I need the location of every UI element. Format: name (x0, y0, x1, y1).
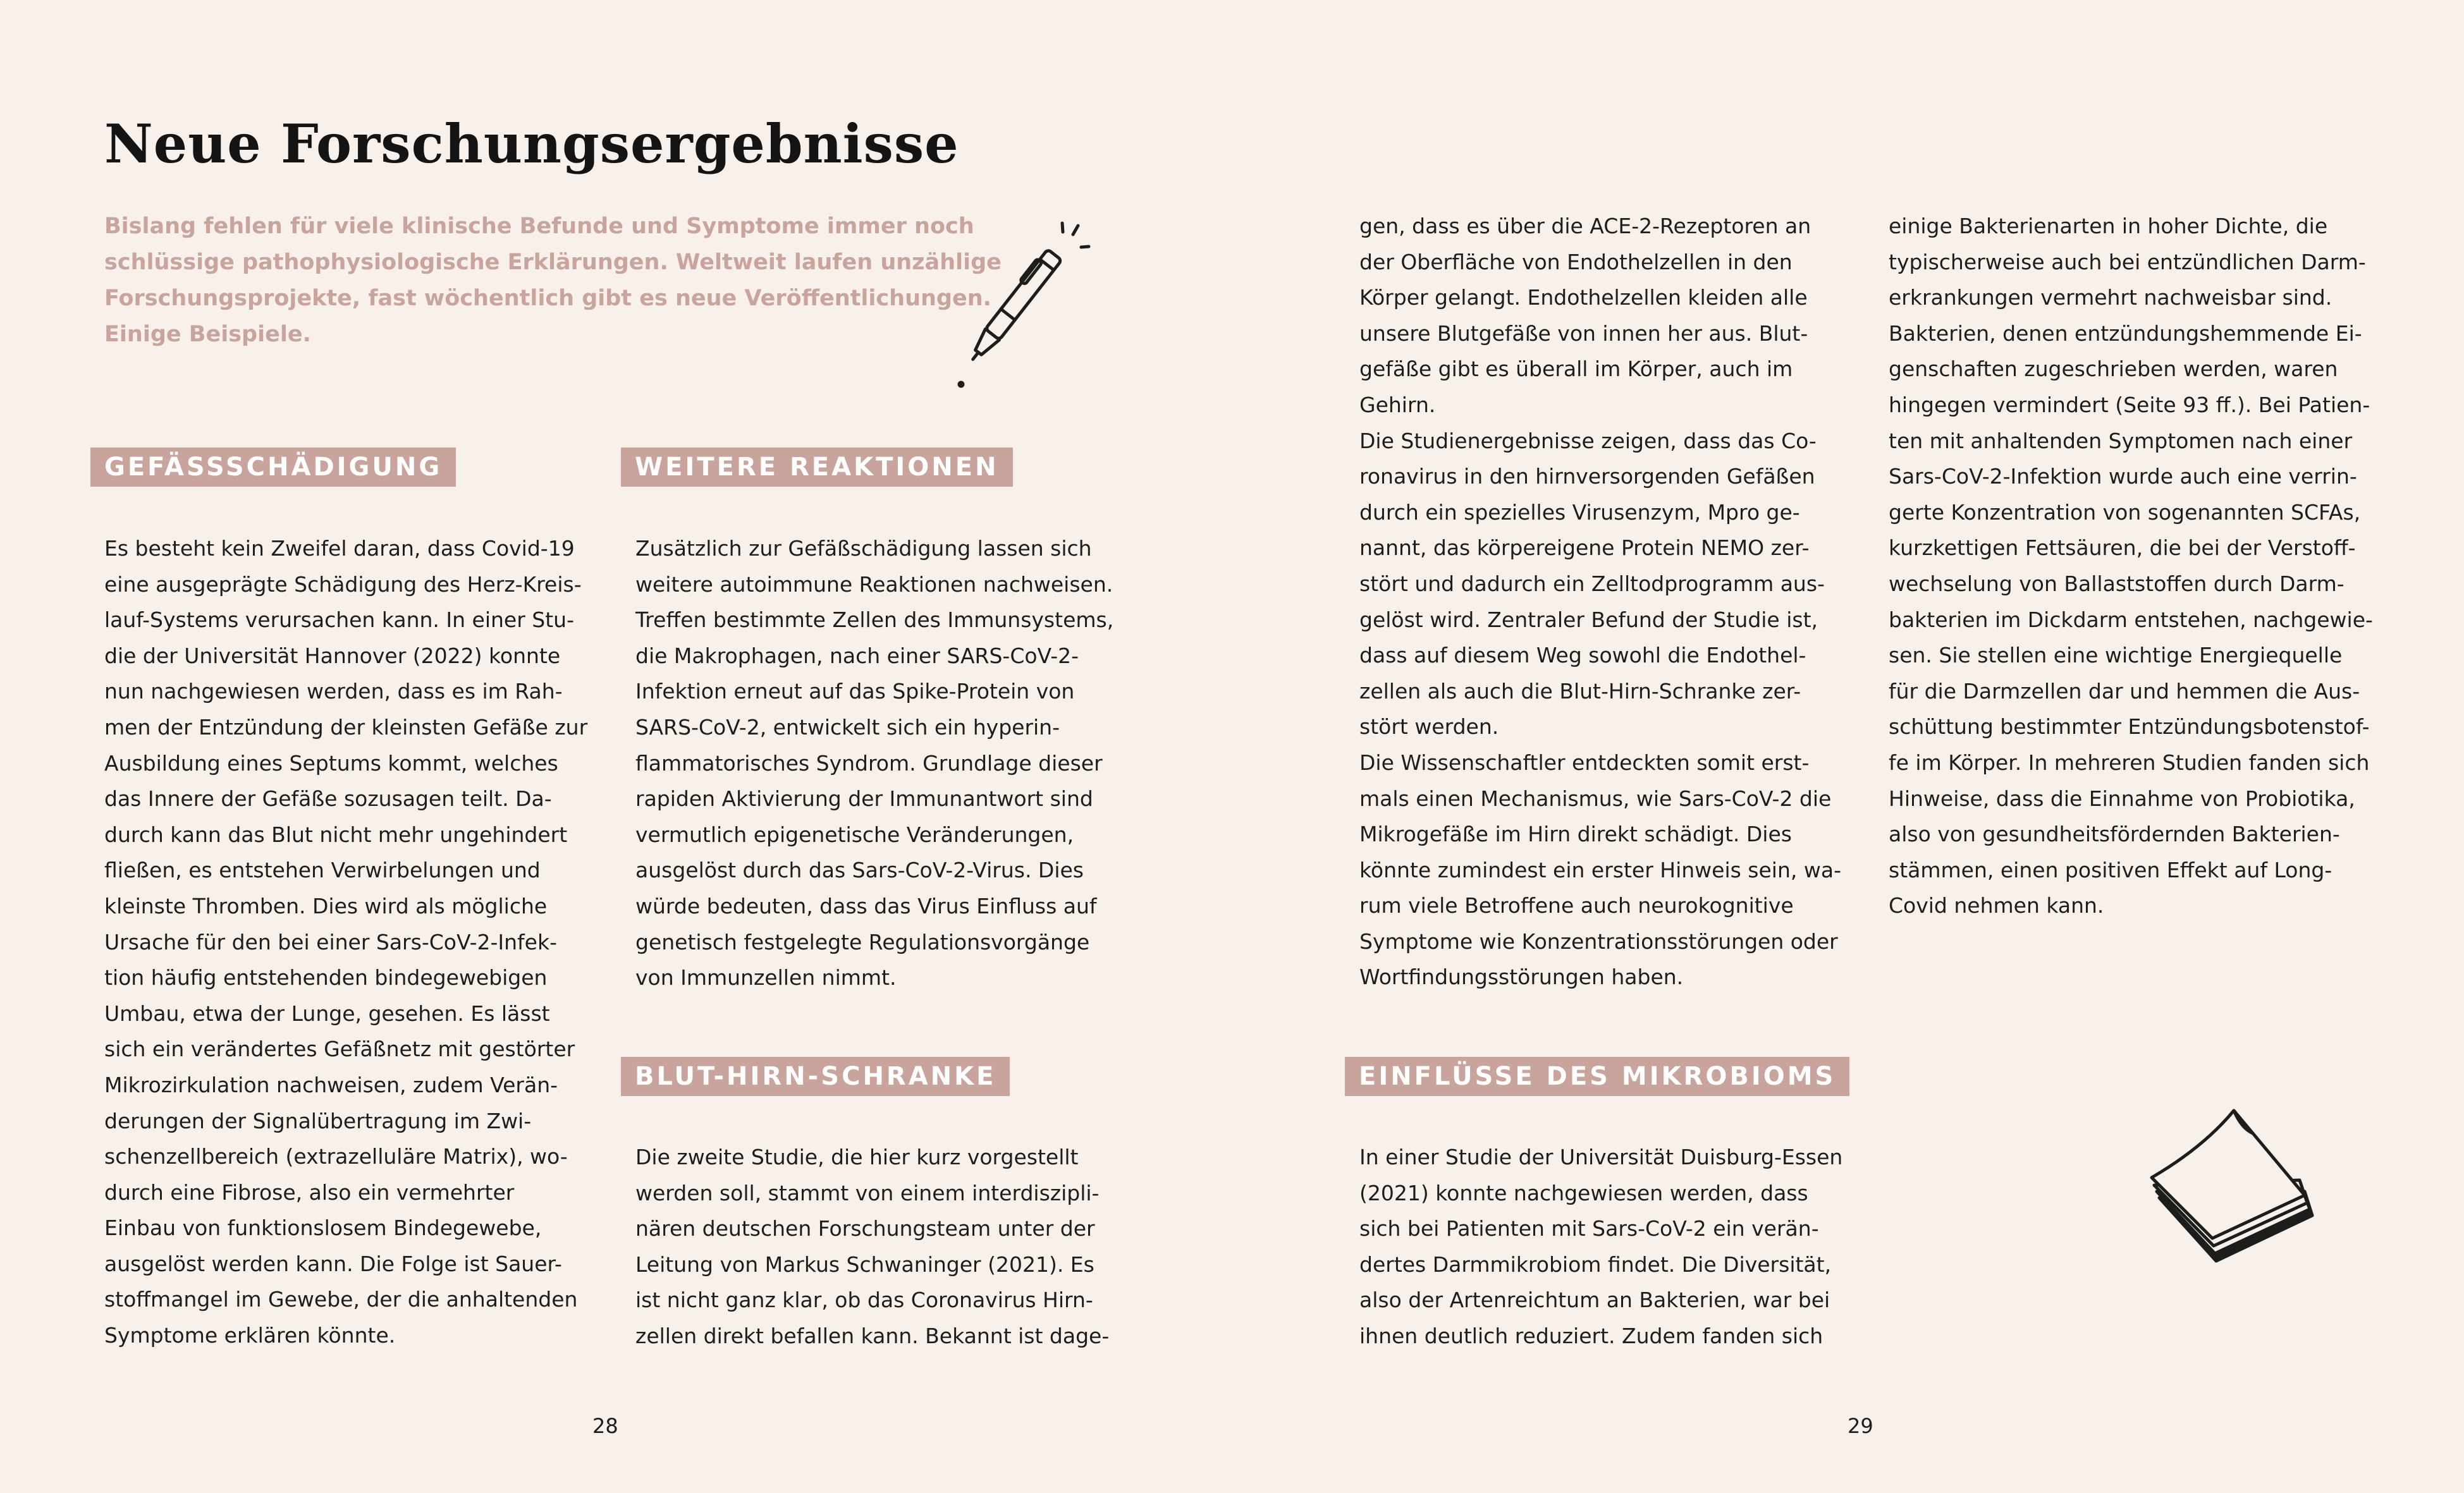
gefaess-body-line: durch eine Fibrose, also ein vermehrter (104, 1179, 515, 1205)
gefaess-body-line: stoffmangel im Gewebe, der die anhaltenden (104, 1287, 578, 1312)
col4-body-line: einige Bakterienarten in hoher Dichte, die (1889, 214, 2328, 238)
weitere-body-line: flammatorisches Syndrom. Grundlage dieser (635, 750, 1103, 776)
col3-body-line: rum viele Betroffene auch neurokognitive (1359, 893, 1794, 918)
gefaess-body-line: durch kann das Blut nicht mehr ungehindert (104, 822, 568, 847)
col4-body-line: bakterien im Dickdarm entstehen, nachgewie- (1889, 607, 2373, 632)
col4-body-line: typischerweise auch bei entzündlichen Darm- (1889, 249, 2366, 274)
col3-body-line: stört und dadurch ein Zelltodprogramm aus- (1359, 571, 1825, 596)
intro-line: Bislang fehlen für viele klinische Befunde und Symptome immer noch (104, 214, 974, 239)
weitere-body-line: von Immunzellen nimmt. (635, 965, 897, 990)
col3-body-line: Körper gelangt. Endothelzellen kleiden alle (1359, 285, 1808, 310)
col3-body-line: nannt, das körpereigene Protein NEMO zer- (1359, 535, 1810, 561)
col3-body-line: der Oberfläche von Endothelzellen in den (1359, 249, 1793, 274)
blut-body-line: zellen direkt befallen kann. Bekannt ist dage- (635, 1323, 1110, 1348)
pen-icon (948, 218, 1100, 395)
col3-body-line: Mikrogefäße im Hirn direkt schädigt. Dies (1359, 822, 1792, 847)
weitere-body-line: weitere autoimmune Reaktionen nachweisen. (635, 571, 1113, 597)
col3-body-line: Symptome wie Konzentrationsstörungen oder (1359, 929, 1838, 954)
intro-line: Einige Beispiele. (104, 322, 311, 347)
col4-body-line: kurzkettigen Fettsäuren, die bei der Verstoff- (1889, 535, 2356, 561)
gefaess-body-line: Symptome erklären könnte. (104, 1323, 396, 1348)
column-continued-blut-hirn-schranke (1359, 209, 1865, 996)
blut-body-line: nären deutschen Forschungsteam unter der (635, 1216, 1095, 1241)
weitere-body-line: rapiden Aktivierung der Immunantwort sind (635, 786, 1093, 812)
col3-body-line: unsere Blutgefäße von innen her aus. Blut- (1359, 320, 1808, 346)
col4-body-line: gerte Konzentration von sogenannten SCFAs, (1889, 499, 2361, 525)
gefaess-body-line: men der Entzündung der kleinsten Gefäße zur (104, 714, 588, 740)
section-body-blut-hirn-schranke (635, 1140, 1141, 1355)
blut-body-line: werden soll, stammt von einem interdiszipli- (635, 1180, 1100, 1205)
section-heading-gefaessschaedigung: GEFÄSSSCHÄDIGUNG (90, 448, 456, 487)
col4-body-line: erkrankungen vermehrt nachweisbar sind. (1889, 285, 2332, 310)
gefaess-body-line: Es besteht kein Zweifel daran, dass Covid-19 (104, 536, 575, 561)
gefaess-body-line: Ursache für den bei einer Sars-CoV-2-Infek- (104, 929, 557, 954)
col3-body-line: durch ein spezielles Virusenzym, Mpro ge- (1359, 499, 1800, 525)
section-heading-einfluesse-des-mikrobioms: EINFLÜSSE DES MIKROBIOMS (1345, 1057, 1849, 1096)
gefaess-body-line: lauf-Systems verursachen kann. In einer Stu- (104, 607, 574, 633)
gefaess-body-line: eine ausgeprägte Schädigung des Herz-Kreis- (104, 571, 582, 597)
gefaess-body-line: Mikrozirkulation nachweisen, zudem Verän- (104, 1072, 558, 1097)
col4-body-line: hingegen vermindert (Seite 93 ff.). Bei Patien- (1889, 392, 2370, 417)
weitere-body-line: ausgelöst durch das Sars-CoV-2-Virus. Dies (635, 858, 1084, 883)
intro-line: Forschungsprojekte, fast wöchentlich gibt es neue Veröffentlichungen. (104, 286, 991, 311)
intro-text (104, 209, 1002, 353)
sticky-notes-icon (2147, 1103, 2324, 1274)
col4-body-line: Bakterien, denen entzündungshemmende Ei- (1889, 320, 2362, 346)
mikrobiom-body-line: (2021) konnte nachgewiesen werden, dass (1359, 1180, 1808, 1205)
col4-body-line: sen. Sie stellen eine wichtige Energiequelle (1889, 643, 2343, 668)
col3-body-line: Die Wissenschaftler entdeckten somit erst- (1359, 750, 1810, 775)
mikrobiom-body-line: ihnen deutlich reduziert. Zudem fanden sich (1359, 1323, 1823, 1348)
gefaess-body-line: die der Universität Hannover (2022) konnte (104, 643, 561, 668)
col4-body-line: für die Darmzellen dar und hemmen die Aus- (1889, 678, 2360, 704)
col4-body-line: stämmen, einen positiven Effekt auf Long- (1889, 857, 2332, 882)
gefaess-body-line: derungen der Signalübertragung im Zwi- (104, 1108, 532, 1133)
col4-body-line: ten mit anhaltenden Symptomen nach einer (1889, 428, 2353, 453)
weitere-body-line: genetisch festgelegte Regulationsvorgänge (635, 929, 1090, 954)
gefaess-body-line: sich ein verändertes Gefäßnetz mit gestörter (104, 1037, 575, 1062)
col4-body-line: fe im Körper. In mehreren Studien fanden sich (1889, 750, 2370, 775)
weitere-body-line: vermutlich epigenetische Veränderungen, (635, 822, 1074, 847)
gefaess-body-line: nun nachgewiesen werden, dass es im Rah- (104, 679, 563, 704)
col3-body-line: dass auf diesem Weg sowohl die Endothel- (1359, 643, 1806, 668)
section-heading-blut-hirn-schranke: BLUT-HIRN-SCHRANKE (621, 1057, 1010, 1096)
section-heading-weitere-reaktionen: WEITERE REAKTIONEN (621, 448, 1013, 487)
mikrobiom-body-line: also der Artenreichtum an Bakterien, war bei (1359, 1288, 1830, 1313)
weitere-body-line: die Makrophagen, nach einer SARS-CoV-2- (635, 643, 1079, 668)
gefaess-body-line: kleinste Thromben. Dies wird als mögliche (104, 893, 548, 918)
intro-line: schlüssige pathophysiologische Erklärungen. Weltweit laufen unzählige (104, 250, 1002, 275)
col3-body-line: Gehirn. (1359, 392, 1436, 417)
section-body-weitere-reaktionen (635, 531, 1141, 996)
gefaess-body-line: ausgelöst werden kann. Die Folge ist Sauer- (104, 1251, 562, 1276)
blut-body-line: ist nicht ganz klar, ob das Coronavirus Hirn- (635, 1288, 1093, 1313)
col3-body-line: zellen als auch die Blut-Hirn-Schranke zer- (1359, 678, 1801, 704)
col3-body-line: mals einen Mechanismus, wie Sars-CoV-2 die (1359, 786, 1832, 811)
gefaess-body-line: tion häufig entstehenden bindegewebigen (104, 965, 548, 990)
mikrobiom-body-line: In einer Studie der Universität Duisburg-Essen (1359, 1145, 1843, 1169)
col3-body-line: ronavirus in den hirnversorgenden Gefäßen (1359, 464, 1815, 489)
gefaess-body-line: Ausbildung eines Septums kommt, welches (104, 750, 558, 776)
gefaess-body-line: das Innere der Gefäße sozusagen teilt. Da- (104, 786, 552, 812)
weitere-body-line: Treffen bestimmte Zellen des Immunsystems, (635, 607, 1114, 633)
gefaess-body-line: schenzellbereich (extrazelluläre Matrix), wo- (104, 1144, 568, 1169)
col4-body-line: Hinweise, dass die Einnahme von Probiotika, (1889, 786, 2355, 811)
weitere-body-line: würde bedeuten, dass das Virus Einfluss auf (635, 893, 1097, 918)
col4-body-line: genschaften zugeschrieben werden, waren (1889, 356, 2338, 382)
col4-body-line: Covid nehmen kann. (1889, 893, 2104, 918)
weitere-body-line: Zusätzlich zur Gefäßschädigung lassen sich (635, 536, 1092, 561)
mikrobiom-body-line: sich bei Patienten mit Sars-CoV-2 ein verän- (1359, 1216, 1819, 1241)
blut-body-line: Die zweite Studie, die hier kurz vorgestellt (635, 1145, 1079, 1169)
column-continued-mikrobiom (1889, 209, 2394, 924)
page-number-right: 29 (1848, 1414, 1873, 1438)
section-body-gefaessschaedigung (104, 531, 610, 1354)
col3-body-line: gefäße gibt es überall im Körper, auch im (1359, 356, 1793, 382)
col3-body-line: gelöst wird. Zentraler Befund der Studie ist, (1359, 607, 1818, 632)
col3-body-line: könnte zumindest ein erster Hinweis sein, wa- (1359, 857, 1841, 882)
col4-body-line: Sars-CoV-2-Infektion wurde auch eine verrin- (1889, 464, 2357, 489)
mikrobiom-body-line: dertes Darmmikrobiom findet. Die Diversität, (1359, 1252, 1832, 1277)
col3-body-line: gen, dass es über die ACE-2-Rezeptoren an (1359, 214, 1811, 238)
col3-body-line: Wortfindungsstörungen haben. (1359, 965, 1684, 990)
col3-body-line: Die Studienergebnisse zeigen, dass das Co- (1359, 428, 1817, 453)
col4-body-line: schüttung bestimmter Entzündungsbotenstof- (1889, 714, 2370, 740)
gefaess-body-line: Einbau von funktionslosem Bindegewebe, (104, 1216, 542, 1241)
weitere-body-line: SARS-CoV-2, entwickelt sich ein hyperin- (635, 714, 1060, 740)
col4-body-line: wechselung von Ballaststoffen durch Darm- (1889, 571, 2344, 596)
page-number-left: 28 (592, 1414, 618, 1438)
weitere-body-line: Infektion erneut auf das Spike-Protein von (635, 679, 1075, 704)
blut-body-line: Leitung von Markus Schwaninger (2021). Es (635, 1252, 1094, 1277)
col4-body-line: also von gesundheitsfördernden Bakterien- (1889, 822, 2340, 847)
gefaess-body-line: Umbau, etwa der Lunge, gesehen. Es lässt (104, 1001, 550, 1026)
section-body-einfluesse-des-mikrobioms (1359, 1140, 1865, 1355)
gefaess-body-line: fließen, es entstehen Verwirbelungen und (104, 858, 541, 883)
page-title: Neue Forschungsergebnisse (104, 113, 959, 175)
col3-body-line: stört werden. (1359, 714, 1499, 740)
